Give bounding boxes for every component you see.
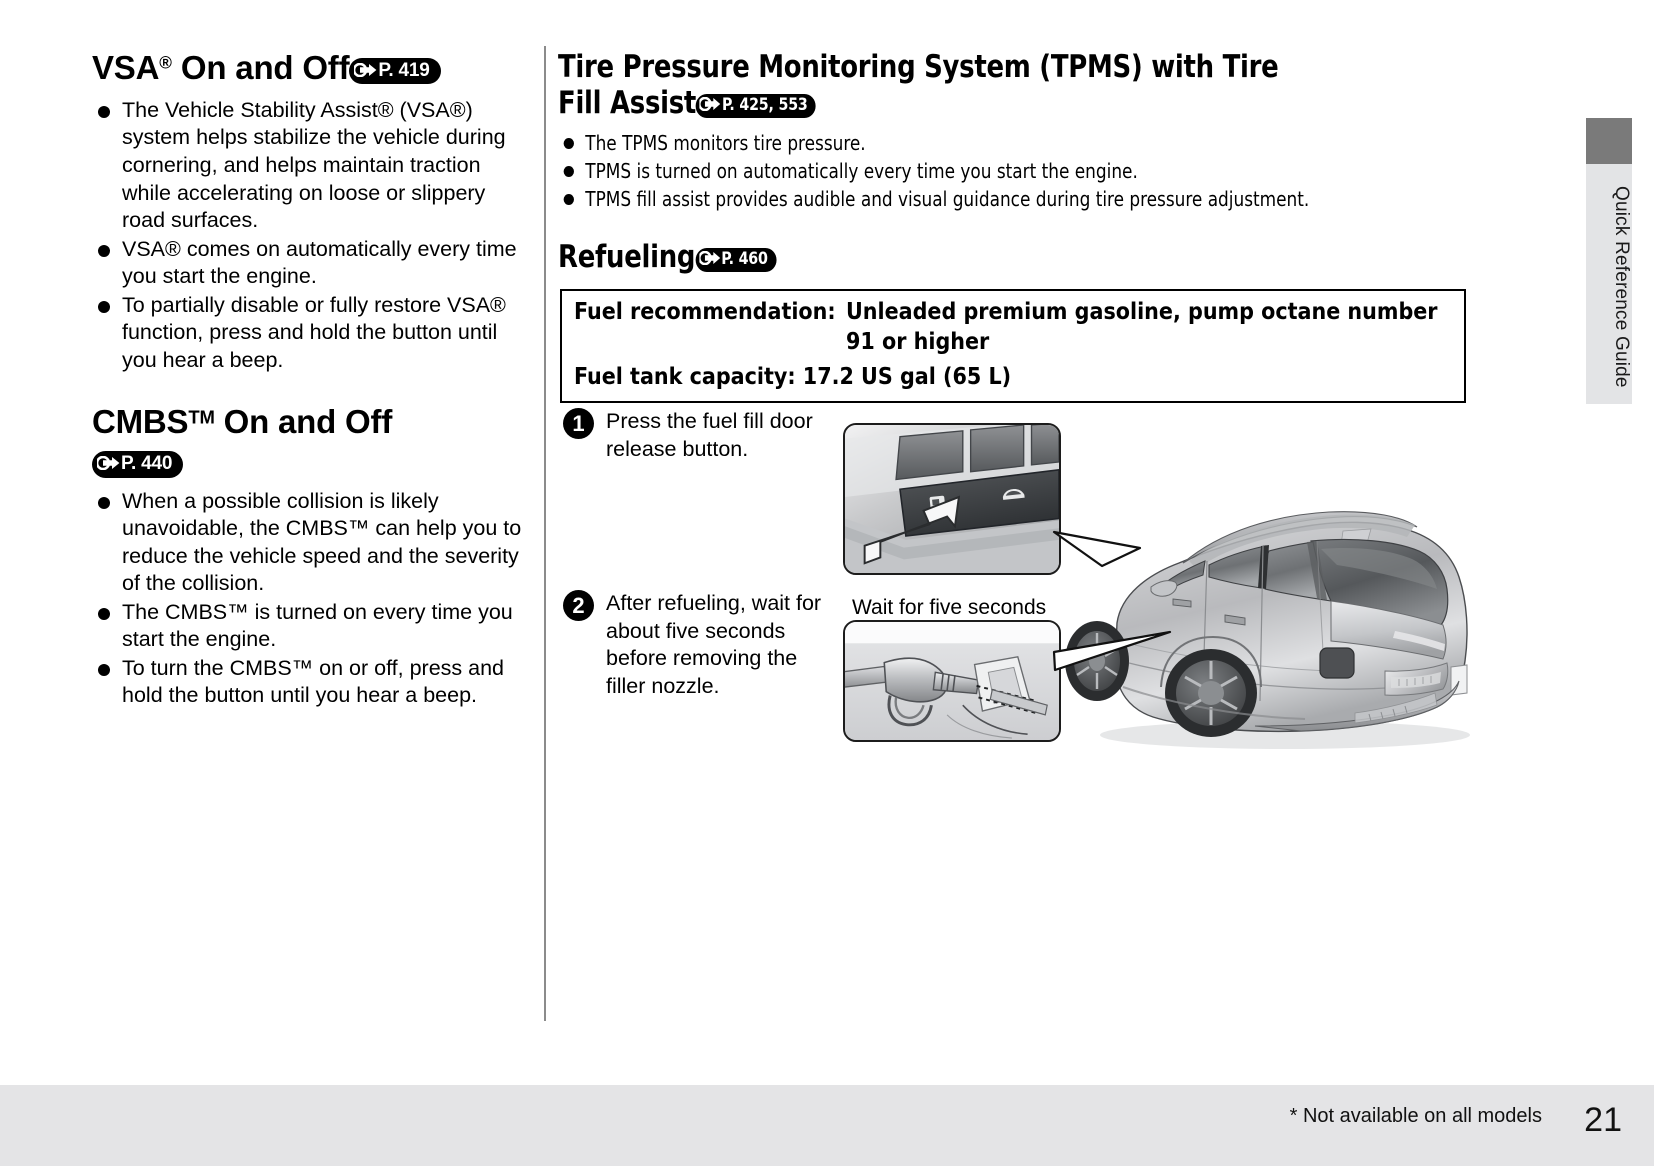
list-item	[92, 236, 532, 291]
filler-nozzle-illustration	[843, 620, 1061, 742]
step-text: After refueling, wait for about five seconds before removing the filler nozzle.	[606, 591, 822, 698]
tpms-heading	[558, 50, 1466, 122]
page-reference-tpms[interactable]	[696, 94, 816, 118]
step-text: Press the fuel fill door release button.	[606, 409, 813, 461]
cmbs-heading-text: CMBS	[92, 403, 189, 441]
arrow-right-icon	[699, 251, 720, 265]
fuel-door-release-button-illustration	[843, 423, 1061, 575]
page-reference-tpms-label: P. 425, 553	[722, 94, 808, 115]
list-item-text: The Vehicle Stability Assist® (VSA®) system helps stabilize the vehicle during cornering, and helps maintain traction while accelerating on loose or slippery road surfaces.	[122, 97, 506, 233]
list-item-text: To turn the CMBS™ on or off, press and hold the button until you hear a beep.	[122, 655, 505, 708]
list-item	[558, 130, 1494, 156]
fuel-specification-box	[560, 289, 1466, 403]
step-number-badge: 1	[563, 408, 594, 439]
list-item	[92, 655, 532, 710]
wait-five-seconds-label: Wait for five seconds	[852, 596, 1047, 619]
vsa-heading-text: VSA	[92, 49, 160, 86]
vehicle-rear-illustration	[1055, 455, 1475, 765]
arrow-right-icon	[354, 63, 377, 77]
vsa-bullet-list	[92, 97, 532, 374]
left-column	[92, 50, 532, 711]
page-reference-refueling[interactable]	[695, 248, 776, 272]
list-item-text: TPMS is turned on automatically every time you start the engine.	[585, 158, 1138, 183]
page-reference-cmbs-label: P. 440	[121, 453, 173, 475]
list-item-text: When a possible collision is likely unavoidable, the CMBS™ can help you to reduce the vehicle speed and the severity of the collision.	[122, 488, 522, 596]
side-tab-label: Quick Reference Guide	[1611, 186, 1632, 388]
trademark-mark: TM	[188, 406, 215, 428]
list-item-text: TPMS fill assist provides audible and visual guidance during tire pressure adjustment.	[585, 186, 1310, 211]
list-item	[92, 488, 532, 598]
tpms-heading-line1: Tire Pressure Monitoring System (TPMS) with Tire	[558, 49, 1279, 85]
page-reference-vsa-label: P. 419	[378, 59, 430, 81]
cmbs-heading	[92, 404, 532, 441]
tpms-bullet-list	[558, 130, 1470, 212]
fuel-recommendation-value: Unleaded premium gasoline, pump octane number 91 or higher	[846, 299, 1438, 355]
list-item	[558, 158, 1494, 184]
list-item-text: The TPMS monitors tire pressure.	[585, 130, 866, 155]
list-item	[92, 599, 532, 654]
page-reference-cmbs-wrap	[92, 447, 532, 480]
fuel-recommendation-label: Fuel recommendation:	[574, 299, 836, 325]
refueling-heading	[558, 240, 1466, 276]
arrow-right-icon	[700, 97, 721, 111]
list-item	[558, 186, 1494, 212]
cmbs-bullet-list	[92, 488, 532, 710]
list-item-text: To partially disable or fully restore VSA® function, press and hold the button until you hear a beep.	[122, 292, 506, 372]
page-reference-vsa[interactable]	[349, 58, 440, 85]
list-item	[92, 97, 532, 235]
step-number-badge: 2	[563, 590, 594, 621]
arrow-right-icon	[97, 456, 120, 470]
footnote-text: * Not available on all models	[1289, 1105, 1542, 1127]
side-tab-marker	[1586, 118, 1632, 164]
vsa-heading-suffix: On and Off	[171, 49, 350, 86]
tpms-heading-line2: Fill Assist	[558, 84, 697, 121]
vsa-heading	[92, 50, 532, 87]
list-item-text: The CMBS™ is turned on every time you start the engine.	[122, 599, 513, 652]
column-divider	[544, 46, 546, 1021]
page-reference-refueling-label: P. 460	[721, 248, 768, 269]
list-item	[92, 292, 532, 375]
fuel-tank-capacity-row: Fuel tank capacity: 17.2 US gal (65 L)	[574, 363, 1012, 390]
cmbs-heading-suffix: On and Off	[214, 403, 393, 441]
page-reference-cmbs[interactable]	[92, 451, 183, 478]
right-column	[558, 50, 1470, 284]
registered-mark: ®	[159, 52, 172, 73]
refueling-step-1	[563, 408, 828, 463]
refueling-heading-text: Refueling	[558, 238, 696, 275]
page-number: 21	[1584, 1101, 1622, 1139]
fuel-recommendation-row	[574, 298, 1454, 358]
refueling-step-2	[563, 590, 828, 700]
list-item-text: VSA® comes on automatically every time you start the engine.	[122, 236, 517, 289]
